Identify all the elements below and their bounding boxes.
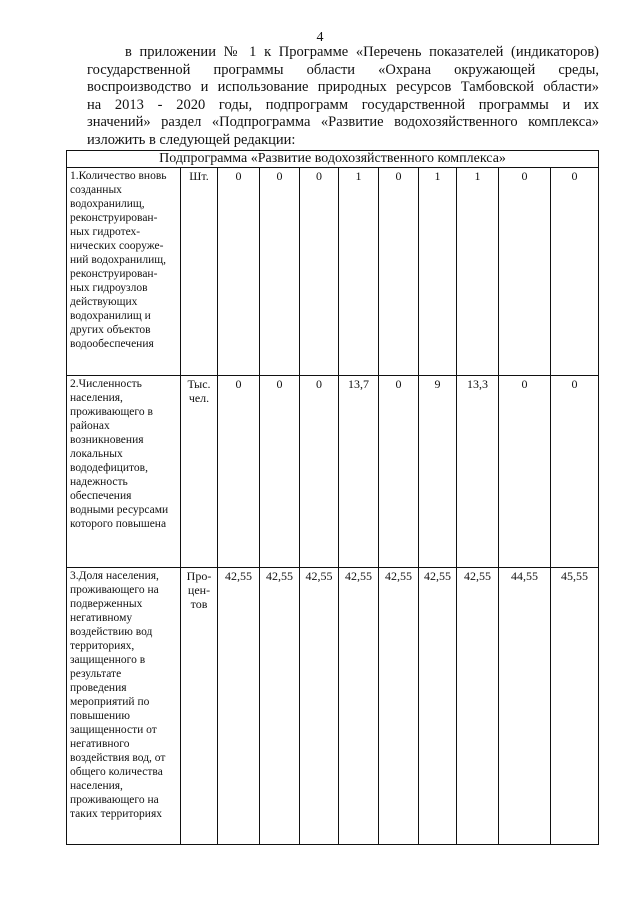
intro-line: государственной программы области «Охрана окружающей среды, bbox=[87, 61, 599, 78]
indicator-value: 42,55 bbox=[419, 568, 457, 845]
indicator-value: 44,55 bbox=[499, 568, 551, 845]
indicator-value: 0 bbox=[379, 376, 419, 568]
indicators-table bbox=[66, 150, 599, 845]
indicator-value: 13,7 bbox=[339, 376, 379, 568]
indicator-value: 42,55 bbox=[339, 568, 379, 845]
indicator-value: 45,55 bbox=[551, 568, 599, 845]
subprogram-title: Подпрограмма «Развитие водохозяйственного комплекса» bbox=[67, 151, 599, 168]
table-row bbox=[67, 568, 599, 845]
intro-line: на 2013 - 2020 годы, подпрограмм государственной программы и их bbox=[87, 96, 599, 113]
indicator-value: 0 bbox=[218, 168, 260, 376]
table-row bbox=[67, 168, 599, 376]
indicator-unit: Шт. bbox=[181, 168, 218, 376]
indicator-value: 0 bbox=[218, 376, 260, 568]
indicator-value: 9 bbox=[419, 376, 457, 568]
indicator-value: 1 bbox=[457, 168, 499, 376]
indicator-value: 0 bbox=[300, 376, 339, 568]
indicator-value: 0 bbox=[260, 168, 300, 376]
indicator-value: 13,3 bbox=[457, 376, 499, 568]
indicator-value: 1 bbox=[419, 168, 457, 376]
indicator-value: 0 bbox=[379, 168, 419, 376]
indicator-value: 0 bbox=[499, 376, 551, 568]
indicator-value: 42,55 bbox=[260, 568, 300, 845]
indicator-value: 42,55 bbox=[300, 568, 339, 845]
indicator-value: 42,55 bbox=[218, 568, 260, 845]
intro-line: значений» раздел «Подпрограмма «Развитие водохозяйственного комплекса» bbox=[87, 114, 599, 130]
indicator-name: 1.Количество вновь созданных водохранилищ, реконструирован-ных гидротех-нических сооруже-ний водохранилищ, реконструирован-ных гидроузлов действующих водохранилищ и других объектов водообеспечения bbox=[67, 168, 181, 376]
indicator-value: 0 bbox=[499, 168, 551, 376]
indicator-name: 3.Доля населения, проживающего на подверженных негативному воздействию вод территориях, защищенного в результате проведения мероприятий по повышению защищенности от негативного воздействия вод, от общего количества населения, проживающего на таких территориях bbox=[67, 568, 181, 845]
table-row bbox=[67, 376, 599, 568]
intro-line: воспроизводство и использование природных ресурсов Тамбовской области» bbox=[87, 79, 599, 95]
indicator-value: 0 bbox=[551, 376, 599, 568]
indicator-value: 0 bbox=[260, 376, 300, 568]
indicator-value: 42,55 bbox=[379, 568, 419, 845]
intro-line: в приложении № 1 к Программе «Перечень показателей (индикаторов) bbox=[125, 44, 599, 60]
indicator-name: 2.Численность населения, проживающего в районах возникновения локальных вододефицитов, надежность обеспечения водными ресурсами которого повышена bbox=[67, 376, 181, 568]
intro-line: изложить в следующей редакции: bbox=[87, 131, 296, 148]
indicator-value: 0 bbox=[300, 168, 339, 376]
indicator-value: 0 bbox=[551, 168, 599, 376]
indicator-value: 1 bbox=[339, 168, 379, 376]
indicator-unit: Про-цен-тов bbox=[181, 568, 218, 845]
table-title-row bbox=[67, 151, 599, 168]
indicator-value: 42,55 bbox=[457, 568, 499, 845]
page-number: 4 bbox=[316, 30, 324, 45]
indicator-unit: Тыс. чел. bbox=[181, 376, 218, 568]
intro-paragraph bbox=[87, 44, 599, 149]
